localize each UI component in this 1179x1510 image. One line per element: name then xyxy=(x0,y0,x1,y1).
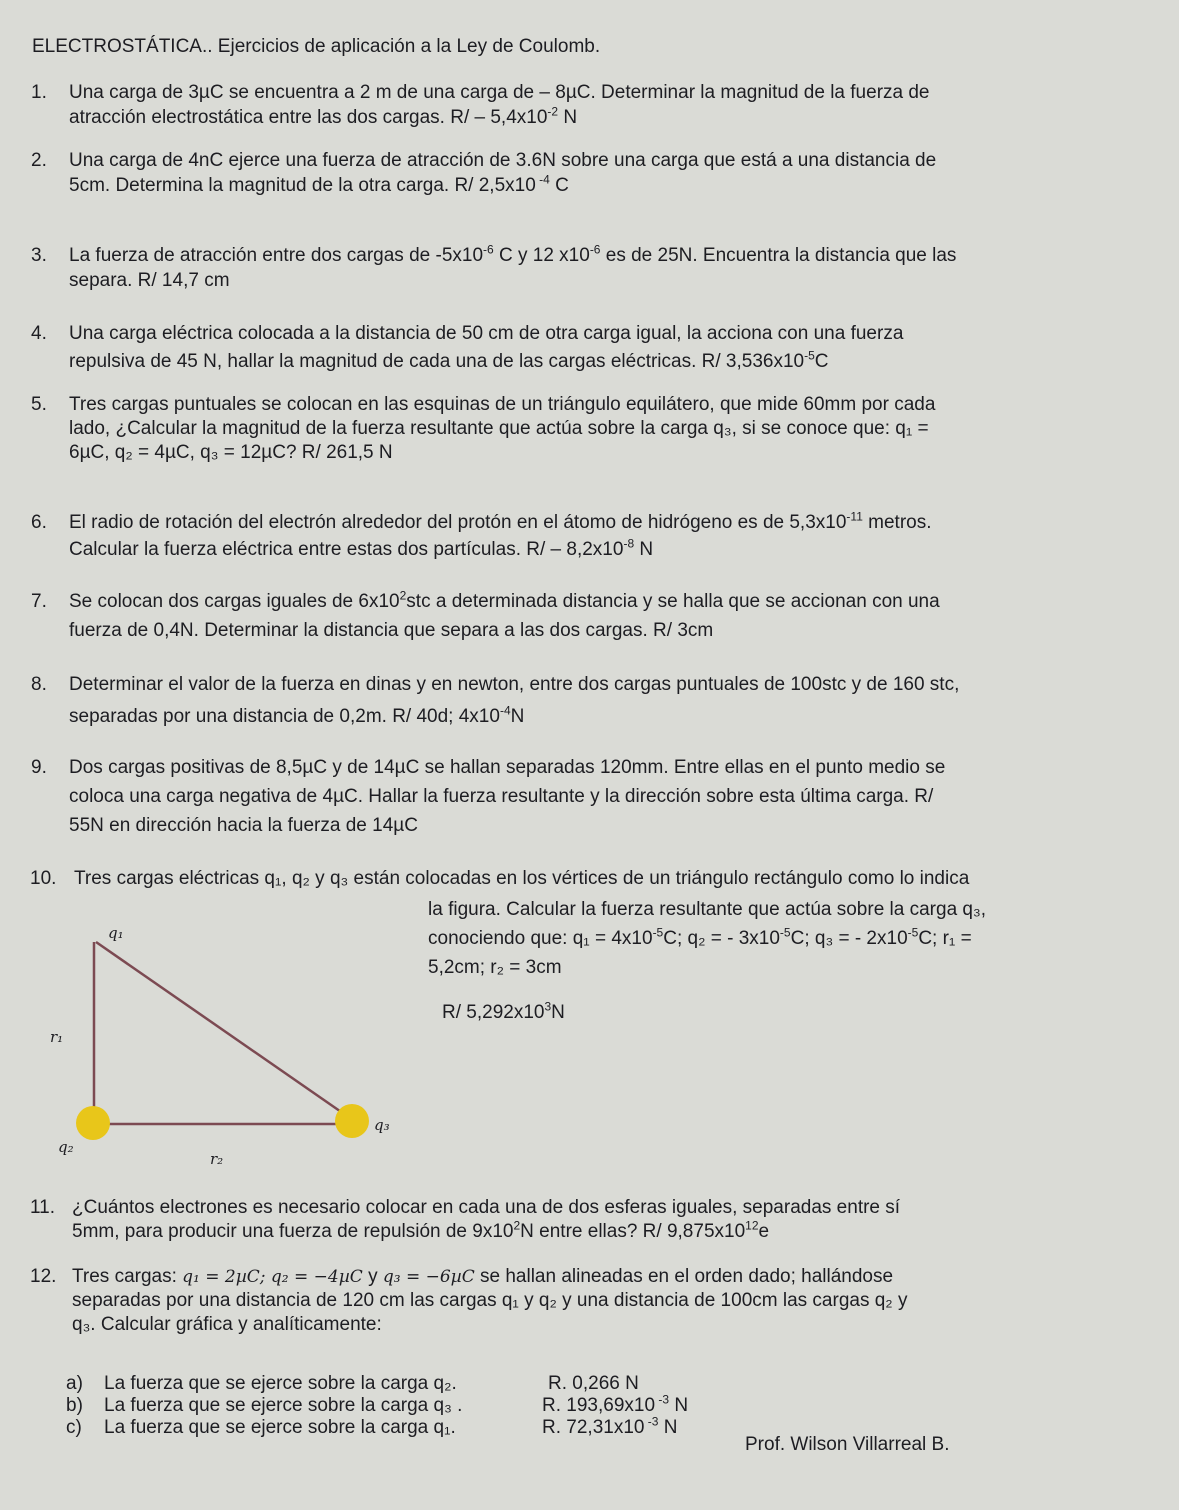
charge-q3 xyxy=(335,1104,369,1138)
problem-text: 5cm. Determina la magnitud de la otra carga. R/ 2,5x10 $^{-4}$ C xyxy=(69,172,569,196)
label-q2: q₂ xyxy=(58,1138,74,1156)
problem-text: Dos cargas positivas de 8,5µC y de 14µC se hallan separadas 120mm. Entre ellas en el punto medio se xyxy=(69,757,946,778)
problem-8 xyxy=(31,669,960,733)
problem-number: 7. xyxy=(31,591,47,612)
problem-text: ¿Cuántos electrones es necesario colocar en cada una de dos esferas iguales, separadas entre sí xyxy=(72,1197,901,1218)
problem-text: Tres cargas: q₁ = 2µC; q₂ = −4µC y q₃ = −6µC se hallan alineadas en el orden dado; hallándose xyxy=(72,1266,894,1287)
subitem-b: b) La fuerza que se ejerce sobre la carga q₃ . R. 193,69x10 $^{-3}$ N xyxy=(66,1392,689,1416)
problem-text: El radio de rotación del electrón alrededor del protón en el átomo de hidrógeno es de $5,3x10^{-11}$ metros. xyxy=(69,509,932,533)
label-r1: r₁ xyxy=(50,1028,64,1046)
problem-text: separa. R/ 14,7 cm xyxy=(69,270,230,291)
problem-10-details xyxy=(428,895,986,1027)
problem-12 xyxy=(30,1265,908,1337)
problem-text: la figura. Calcular la fuerza resultante que actúa sobre la carga q₃, xyxy=(428,899,986,920)
problem-text: Una carga de 3µC se encuentra a 2 m de una carga de – 8µC. Determinar la magnitud de la fuerza de xyxy=(69,82,930,103)
problem-answer: R/ $5,292x10^3N$ xyxy=(442,999,565,1023)
problem-text: separadas por una distancia de 0,2m. R/ 40d; $4x10^{-4}N$ xyxy=(69,703,525,727)
problem-number: 12. xyxy=(30,1266,57,1287)
subitem-a: a) La fuerza que se ejerce sobre la carga q₂. R. 0,266 N xyxy=(66,1373,639,1394)
problem-text: repulsiva de 45 N, hallar la magnitud de cada una de las cargas eléctricas. R/ $3,536x10^{-5}C$ xyxy=(69,348,829,372)
problem-number: 9. xyxy=(31,757,47,778)
problem-number: 2. xyxy=(31,150,47,171)
problem-text: 6µC, q₂ = 4µC, q₃ = 12µC? R/ 261,5 N xyxy=(69,442,393,463)
problem-number: 1. xyxy=(31,82,47,103)
page-title: ELECTROSTÁTICA.. Ejercicios de aplicación a la Ley de Coulomb. xyxy=(32,36,601,57)
author-signature: Prof. Wilson Villarreal B. xyxy=(745,1434,950,1455)
problem-text: Se colocan dos cargas iguales de $6x10^2stc$ a determinada distancia y se halla que se accionan con una xyxy=(69,588,940,612)
problem-number: 5. xyxy=(31,394,47,415)
problem-text: Calcular la fuerza eléctrica entre estas dos partículas. $R/ - 8,2x10^{-8}$ N xyxy=(69,536,654,560)
problem-text: coloca una carga negativa de 4µC. Hallar la fuerza resultante y la dirección sobre esta última carga. R/ xyxy=(69,786,934,807)
problem-number: 11. xyxy=(30,1197,56,1218)
problem-text: 5,2cm; r₂ = 3cm xyxy=(428,957,562,978)
problem-5 xyxy=(31,393,936,465)
charge-q2 xyxy=(76,1106,110,1140)
problem-number: 4. xyxy=(31,323,47,344)
label-q1: q₁ xyxy=(108,924,124,942)
problem-text: Tres cargas puntuales se colocan en las esquinas de un triángulo equilátero, que mide 60mm por cada xyxy=(69,394,936,415)
problem-text: separadas por una distancia de 120 cm las cargas q₁ y q₂ y una distancia de 100cm las cargas q₂ y xyxy=(72,1290,908,1311)
problem-text: La fuerza de atracción entre dos cargas de $-5x10^{-6}$ C y 12 $x10^{-6}$ es de 25N. Encuentra la distancia que las xyxy=(69,242,957,266)
triangle-diagram xyxy=(40,920,420,1180)
problem-text: 55N en dirección hacia la fuerza de 14µC xyxy=(69,815,418,836)
problem-text: Una carga de 4nC ejerce una fuerza de atracción de 3.6N sobre una carga que está a una distancia de xyxy=(69,150,937,171)
problem-10 xyxy=(30,866,970,891)
problem-text: Tres cargas eléctricas q₁, q₂ y q₃ están colocadas en los vértices de un triángulo rectángulo como lo indica xyxy=(74,868,970,889)
label-r2: r₂ xyxy=(210,1150,224,1168)
problem-text: q₃. Calcular gráfica y analíticamente: xyxy=(72,1314,382,1335)
problem-9 xyxy=(31,753,946,840)
problem-text: 5mm, para producir una fuerza de repulsión de $9x10^2N$ entre ellas? R/ $9,875x10^{12}e$ xyxy=(72,1218,770,1242)
problem-3 xyxy=(31,242,957,293)
problem-number: 3. xyxy=(31,245,47,266)
problem-4 xyxy=(31,321,904,374)
problem-text: fuerza de 0,4N. Determinar la distancia que separa a las dos cargas. R/ 3cm xyxy=(69,620,714,641)
problem-number: 8. xyxy=(31,674,47,695)
side-hypotenuse xyxy=(96,942,347,1116)
problem-text: atracción electrostática entre las dos cargas. $R/ - 5,4x10^{-2}$ N xyxy=(69,104,578,128)
problem-number: 6. xyxy=(31,512,47,533)
problem-1 xyxy=(31,80,930,130)
subitem-c: c) La fuerza que se ejerce sobre la carga q₁. R. 72,31x10 $^{-3}$ N xyxy=(66,1414,678,1438)
problem-number: 10. xyxy=(30,868,57,889)
triangle-figure xyxy=(40,920,420,1180)
problem-text: Una carga eléctrica colocada a la distancia de 50 cm de otra carga igual, la acciona con una fuerza xyxy=(69,323,904,344)
problem-7 xyxy=(31,587,940,645)
problem-text: lado, ¿Calcular la magnitud de la fuerza resultante que actúa sobre la carga q₃, si se conoce que: q₁ = xyxy=(69,418,929,439)
problem-text: conociendo que: $q_1 = 4x10^{-5}C$; q₂ = - $3x10^{-5}C$; q₃ = - $2x10^{-5}C$; r₁ = xyxy=(428,925,972,949)
problem-6 xyxy=(31,509,932,563)
problem-2 xyxy=(31,148,937,198)
problem-11 xyxy=(30,1196,901,1244)
label-q3: q₃ xyxy=(374,1116,390,1134)
problem-text: Determinar el valor de la fuerza en dinas y en newton, entre dos cargas puntuales de 100stc y de 160 stc, xyxy=(69,674,960,695)
